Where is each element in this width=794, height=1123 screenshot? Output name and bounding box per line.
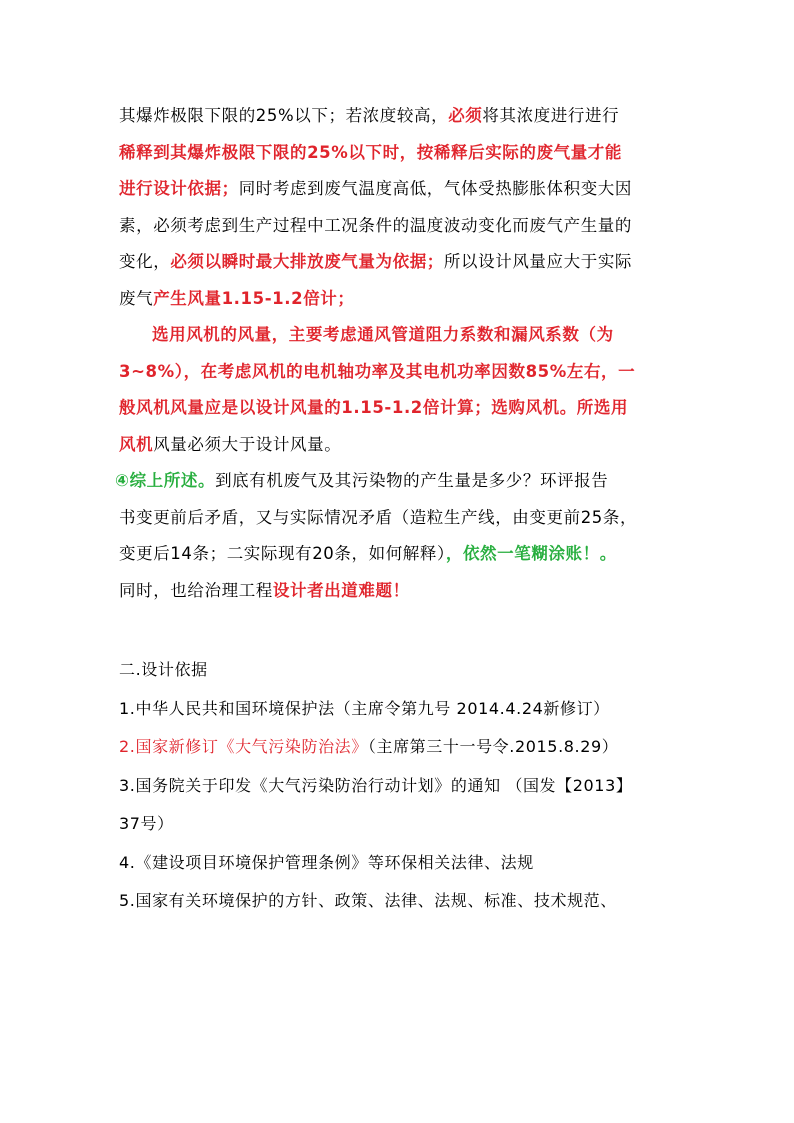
paragraph-exhaust-volume xyxy=(119,98,675,317)
emphasis-red: 风机 xyxy=(119,434,154,454)
text-line: 变化，必须以瞬时最大排放废气量为依据；所以设计风量应大于实际 xyxy=(119,252,633,271)
emphasis-red: 2.国家新修订《大气污染防治法》 xyxy=(119,737,368,756)
emphasis-red: 必须 xyxy=(448,106,483,125)
emphasis-green: ④综上所述。 xyxy=(115,471,216,490)
emphasis-red: 产生风量1.15-1.2倍计； xyxy=(153,288,355,308)
paragraph-summary xyxy=(115,463,675,609)
text-line: 废气产生风量1.15-1.2倍计； xyxy=(119,288,355,308)
basis-item: 5.国家有关环境保护的方针、政策、法律、法规、标准、技术规范、 xyxy=(119,891,617,910)
text-line: 其爆炸极限下限的25%以下；若浓度较高，必须将其浓度进行进行 xyxy=(119,106,620,125)
text-line: 选用风机的风量，主要考虑通风管道阻力系数和漏风系数（为 xyxy=(152,325,614,344)
text-line: 变更后14条；二实际现有20条，如何解释），依然一笔糊涂账！。 xyxy=(119,544,617,563)
design-basis-section xyxy=(119,651,675,921)
emphasis-red: 进行设计依据； xyxy=(119,179,239,198)
text-line: 书变更前后矛盾，又与实际情况矛盾（造粒生产线，由变更前25条， xyxy=(119,507,638,527)
blank-line xyxy=(119,609,675,651)
emphasis-red: 设计者出道难题！ xyxy=(272,580,410,600)
emphasis-red: 必须以瞬时最大排放废气量为依据； xyxy=(170,252,444,271)
text-line: 稀释到其爆炸极限下限的25%以下时，按稀释后实际的废气量才能 xyxy=(119,142,622,162)
emphasis-green: ，依然一笔糊涂账！。 xyxy=(445,544,617,563)
basis-item: 4.《建设项目环境保护管理条例》等环保相关法律、法规 xyxy=(119,852,534,872)
text-line: 进行设计依据；同时考虑到废气温度高低，气体受热膨胀体积变大因 xyxy=(119,179,633,198)
document-page xyxy=(115,98,675,921)
basis-item: 2.国家新修订《大气污染防治法》（主席第三十一号令.2015.8.29） xyxy=(119,737,619,756)
basis-item: 1.中华人民共和国环境保护法（主席令第九号 2014.4.24新修订） xyxy=(119,698,610,718)
paragraph-fan-selection xyxy=(119,317,675,463)
text-line: 般风机风量应是以设计风量的1.15-1.2倍计算；选购风机。所选用 xyxy=(119,398,629,417)
text-line: 素，必须考虑到生产过程中工况条件的温度波动变化而废气产生量的 xyxy=(119,215,632,235)
text-line: 同时，也给治理工程设计者出道难题！ xyxy=(119,580,410,600)
basis-item-continued: 37号） xyxy=(119,814,174,833)
text-line: 风机风量必须大于设计风量。 xyxy=(119,434,342,454)
text-line: ④综上所述。到底有机废气及其污染物的产生量是多少？环评报告 xyxy=(115,471,609,490)
basis-item: 3.国务院关于印发《大气污染防治行动计划》的通知 （国发【2013】 xyxy=(119,775,633,795)
text-line: 3~8%），在考虑风机的电机轴功率及其电机功率因数85%左右，一 xyxy=(119,361,636,381)
section-heading: 二.设计依据 xyxy=(119,660,208,679)
